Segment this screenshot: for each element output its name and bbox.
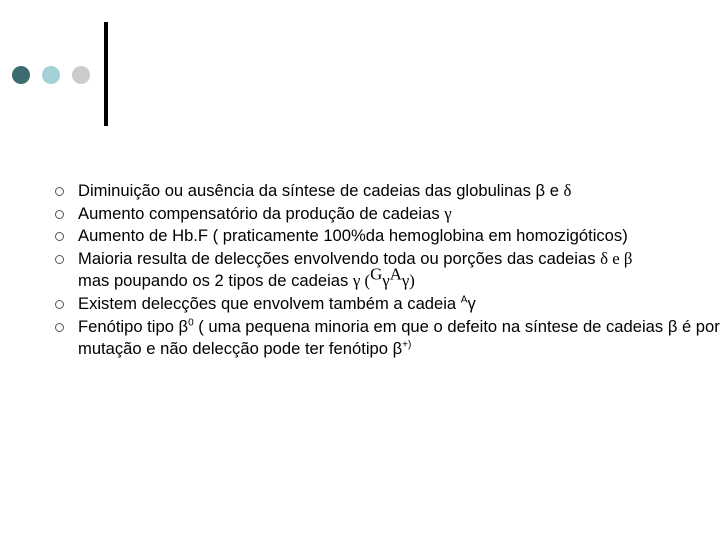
bullet-marker-icon: [55, 210, 64, 219]
bullet-item: Existem delecções que envolvem também a cadeia $^A$γ: [52, 293, 720, 316]
bullet-marker-icon: [55, 323, 64, 332]
bullet-marker-icon: [55, 187, 64, 196]
bullet-marker-icon: [55, 300, 64, 309]
decor-dot-gray: [72, 66, 90, 84]
bullet-list: [52, 180, 720, 361]
decor-dot-dark: [12, 66, 30, 84]
bullet-item: Aumento compensatório da produção de cadeias γ: [52, 203, 720, 226]
decor-dot-light: [42, 66, 60, 84]
decor-vertical-line: [104, 22, 108, 126]
bullet-item: Aumento de Hb.F ( praticamente 100%da hemoglobina em homozigóticos): [52, 225, 720, 248]
bullet-item: Maioria resulta de delecções envolvendo toda ou porções das cadeias δ e β mas poupando os 2 tipos de cadeias γ $(^G\gamma^A\gamma)$: [52, 248, 720, 293]
bullet-marker-icon: [55, 232, 64, 241]
bullet-marker-icon: [55, 255, 64, 264]
bullet-item: Diminuição ou ausência da síntese de cadeias das globulinas β e δ: [52, 180, 720, 203]
bullet-item: Fenótipo tipo $\beta^0$ ( uma pequena minoria em que o defeito na síntese de cadeias β é por mutação e não delecção pode ter fenótipo β+): [52, 316, 720, 361]
